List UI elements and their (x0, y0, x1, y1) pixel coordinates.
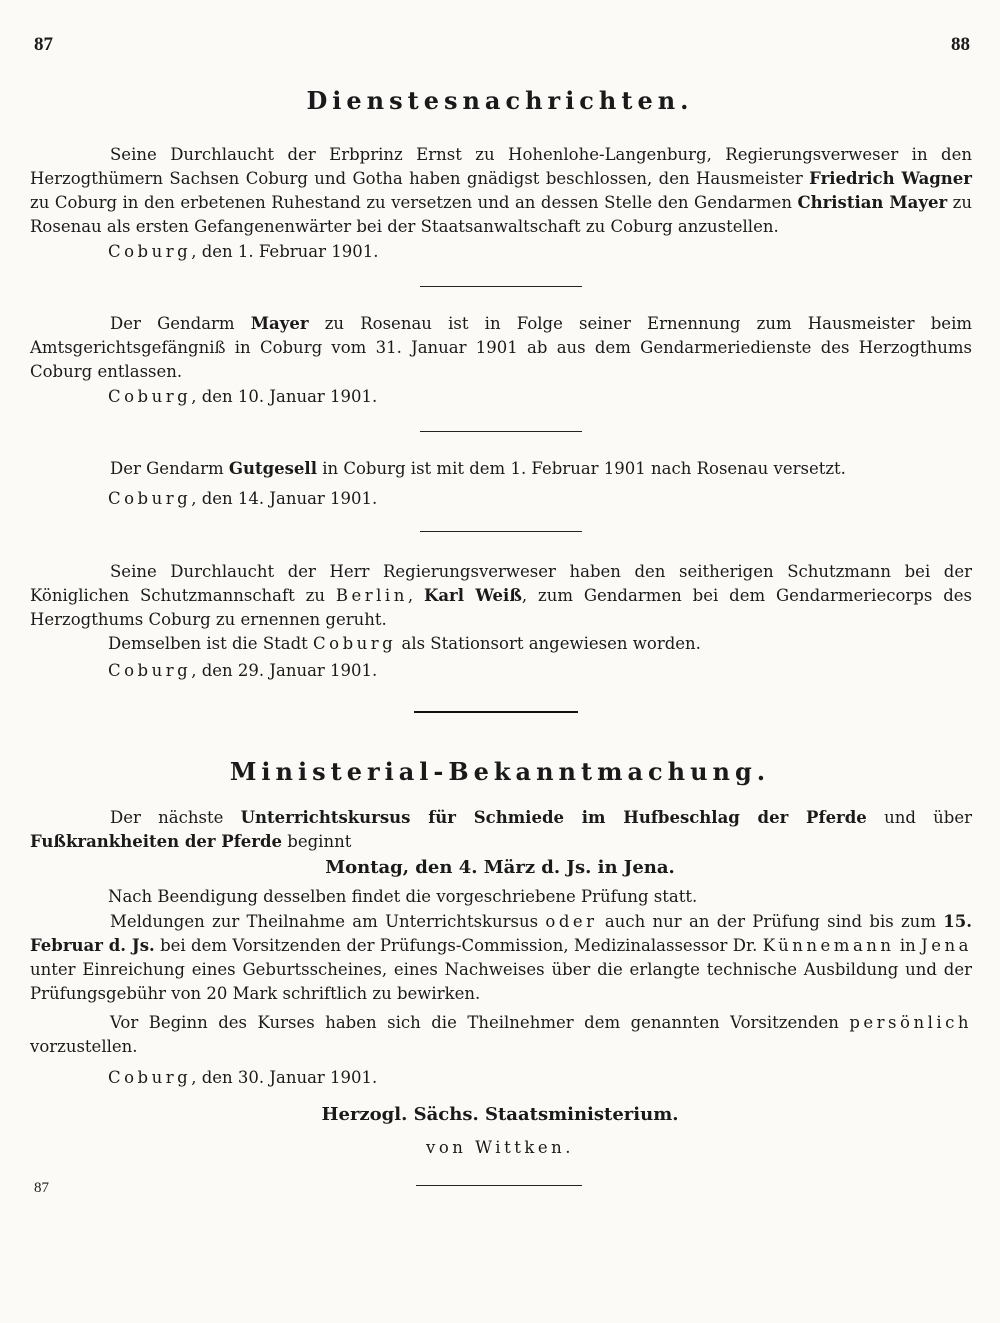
section-heading-ministerial: Ministerial-Bekanntmachung. (229, 757, 771, 786)
section-divider (414, 711, 578, 713)
person-name: Karl Weiß (423, 586, 522, 605)
person-name: Friedrich Wagner (809, 169, 972, 188)
person-name: Christian Mayer (797, 193, 948, 212)
paragraph-pruefung: Nach Beendigung desselben findet die vorgeschriebene Prüfung statt. (108, 887, 698, 906)
divider (420, 286, 582, 287)
divider (416, 1185, 582, 1186)
course-start-line: Montag, den 4. März d. Js. in Jena. (325, 857, 675, 878)
signature-name: von Wittken. (426, 1138, 574, 1157)
date-line: Coburg, den 10. Januar 1901. (108, 387, 378, 406)
paragraph-vorstellen: Vor Beginn des Kurses haben sich die Theilnehmer dem genannten Vorsitzenden persönlich vorzustellen. (30, 1013, 972, 1056)
divider (420, 431, 582, 432)
paragraph-meldungen: Meldungen zur Theilnahme am Unterrichtskursus oder auch nur an der Prüfung sind bis zum 15. Februar d. Js. bei dem Vorsitzenden der Prüfungs-Commission, Medizinalassessor Dr. Künnemann in Jena unter Einreichung eines Geburtsscheines, eines Nachweises über die erlangte technische Ausbildung und der Prüfungsgebühr von 20 Mark schriftlich zu bewirken. (30, 912, 972, 1003)
paragraph-mayer: Der Gendarm Mayer zu Rosenau ist in Folge seiner Ernennung zum Hausmeister beim Amtsgerichtsgefängniß in Coburg vom 31. Januar 1901 ab aus dem Gendarmeriedienste des Herzogthums Coburg entlassen. (30, 314, 972, 381)
page-number-bottom: 87 (34, 1180, 49, 1196)
divider (420, 531, 582, 532)
person-name: Mayer (250, 314, 309, 333)
date-line: Coburg, den 14. Januar 1901. (108, 489, 378, 508)
paragraph-weiss: Seine Durchlaucht der Herr Regierungsverweser haben den seitherigen Schutzmann bei der Königlichen Schutzmannschaft zu Berlin, Karl Weiß, zum Gendarmen bei dem Gendarmeriecorps des Herzogthums Coburg zu ernennen geruht. (30, 562, 972, 629)
paragraph-stationsort: Demselben ist die Stadt Coburg als Stationsort angewiesen worden. (108, 634, 701, 653)
date-line: Coburg, den 1. Februar 1901. (108, 242, 379, 261)
person-name: Gutgesell (228, 459, 317, 478)
paragraph-erbprinz: Seine Durchlaucht der Erbprinz Ernst zu Hohenlohe-Langenburg, Regierungsverweser in den Herzogthümern Sachsen Coburg und Gotha haben gnädigst beschlossen, den Hausmeister Friedrich Wagner zu Coburg in den erbetenen Ruhestand zu versetzen und an dessen Stelle den Gendarmen Christian Mayer zu Rosenau als ersten Gefangenenwärter bei der Staatsanwaltschaft zu Coburg anzustellen. (30, 145, 972, 236)
page-number-left: 87 (34, 34, 53, 55)
paragraph-kursus: Der nächste Unterrichtskursus für Schmiede im Hufbeschlag der Pferde und über Fußkrankheiten der Pferde beginnt (30, 808, 972, 851)
section-heading-dienstesnachrichten: Dienstesnachrichten. (306, 86, 694, 115)
signature-ministry: Herzogl. Sächs. Staatsministerium. (321, 1104, 679, 1125)
date-line: Coburg, den 30. Januar 1901. (108, 1068, 378, 1087)
date-line: Coburg, den 29. Januar 1901. (108, 661, 378, 680)
page-number-right: 88 (951, 34, 970, 55)
paragraph-gutgesell: Der Gendarm Gutgesell in Coburg ist mit dem 1. Februar 1901 nach Rosenau versetzt. (110, 459, 846, 478)
